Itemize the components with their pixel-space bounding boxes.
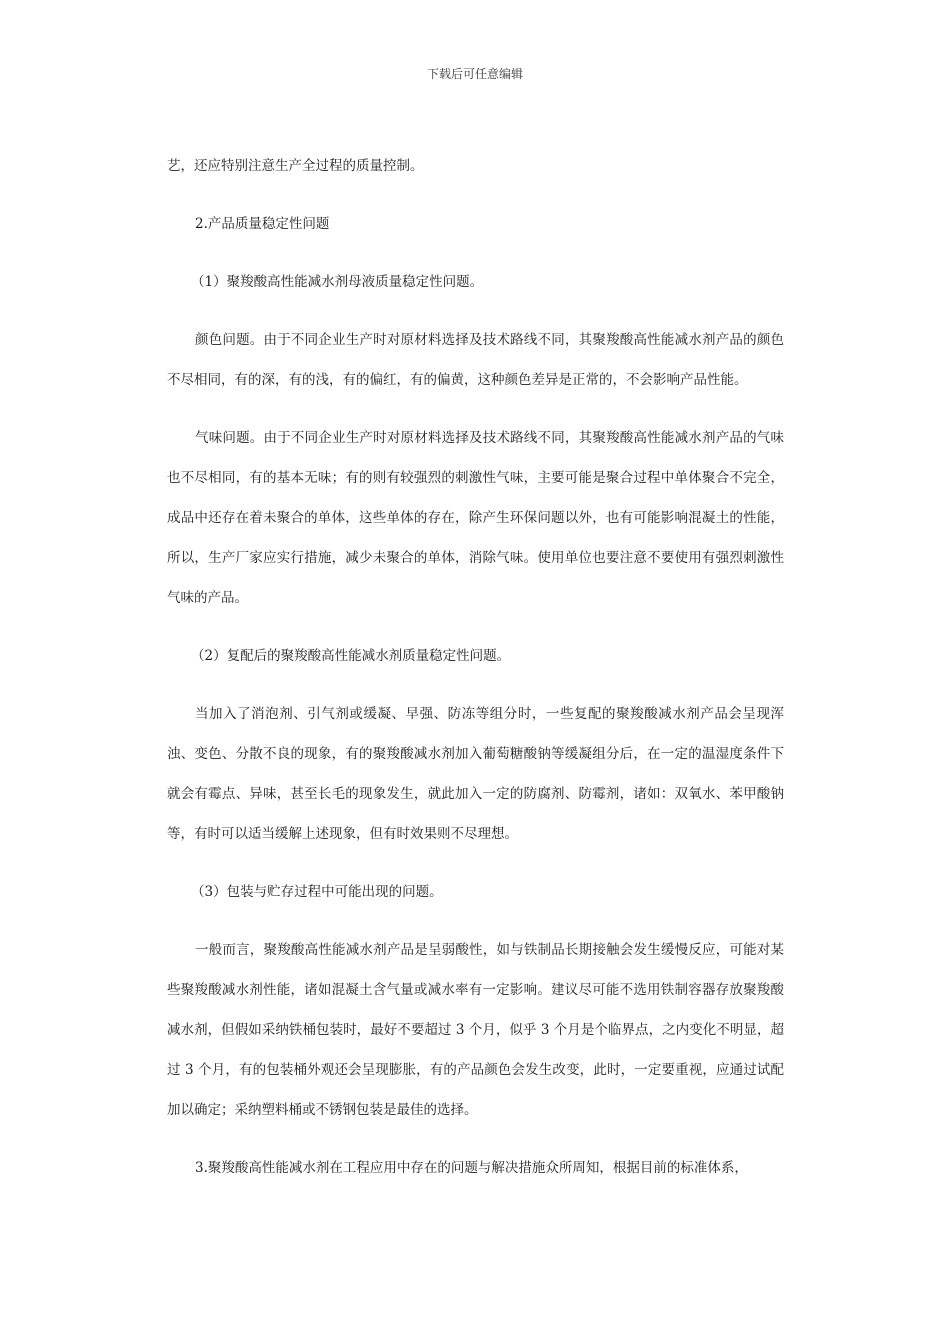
subsection-heading-3: （3）包装与贮存过程中可能出现的问题。 <box>191 884 443 900</box>
paragraph-compounding-issue: 当加入了消泡剂、引气剂或缓凝、早强、防冻等组分时，一些复配的聚羧酸减水剂产品会呈现浑浊、变色、分散不良的现象，有的聚羧酸减水剂加入葡萄糖酸钠等缓凝组分后，在一定的温湿度条件下就会有霉点、异味，甚至长毛的现象发生，就此加入一定的防腐剂、防霉剂，诸如：双氧水、苯甲酸钠等，有时可以适当缓解上述现象，但有时效果则不尽理想。 <box>167 706 784 842</box>
paragraph-continuation: 艺，还应特别注意生产全过程的质量控制。 <box>167 158 424 174</box>
section-heading-2: 2.产品质量稳定性问题 <box>195 216 330 232</box>
paragraph-color-issue: 颜色问题。由于不同企业生产时对原材料选择及技术路线不同，其聚羧酸高性能减水剂产品的颜色不尽相同，有的深，有的浅，有的偏红，有的偏黄，这种颜色差异是正常的，不会影响产品性能。 <box>167 332 784 388</box>
section-heading-3: 3.聚羧酸高性能减水剂在工程应用中存在的问题与解决措施众所周知，根据目前的标准体系， <box>195 1160 748 1176</box>
subsection-heading-1: （1）聚羧酸高性能减水剂母液质量稳定性问题。 <box>191 274 484 290</box>
paragraph-packaging-issue: 一般而言，聚羧酸高性能减水剂产品是呈弱酸性，如与铁制品长期接触会发生缓慢反应，可能对某些聚羧酸减水剂性能，诸如混凝土含气量或减水率有一定影响。建议尽可能不选用铁制容器存放聚羧酸减水剂，但假如采纳铁桶包装时，最好不要超过 3 个月，似乎 3 个月是个临界点，之内变化不明显，超过 3 个月，有的包装桶外观还会呈现膨胀，有的产品颜色会发生改变，此时，一定要重视，应通过试配加以确定；采纳塑料桶或不锈钢包装是最佳的选择。 <box>167 942 784 1118</box>
page-header: 下载后可任意编辑 <box>426 67 523 81</box>
paragraph-odor-issue: 气味问题。由于不同企业生产时对原材料选择及技术路线不同，其聚羧酸高性能减水剂产品的气味也不尽相同，有的基本无味；有的则有较强烈的刺激性气味，主要可能是聚合过程中单体聚合不完全，成品中还存在着未聚合的单体，这些单体的存在，除产生环保问题以外，也有可能影响混凝土的性能，所以，生产厂家应实行措施，减少未聚合的单体，消除气味。使用单位也要注意不要使用有强烈刺激性气味的产品。 <box>167 430 784 606</box>
document-body <box>167 150 784 1206</box>
subsection-heading-2: （2）复配后的聚羧酸高性能减水剂质量稳定性问题。 <box>191 648 511 664</box>
